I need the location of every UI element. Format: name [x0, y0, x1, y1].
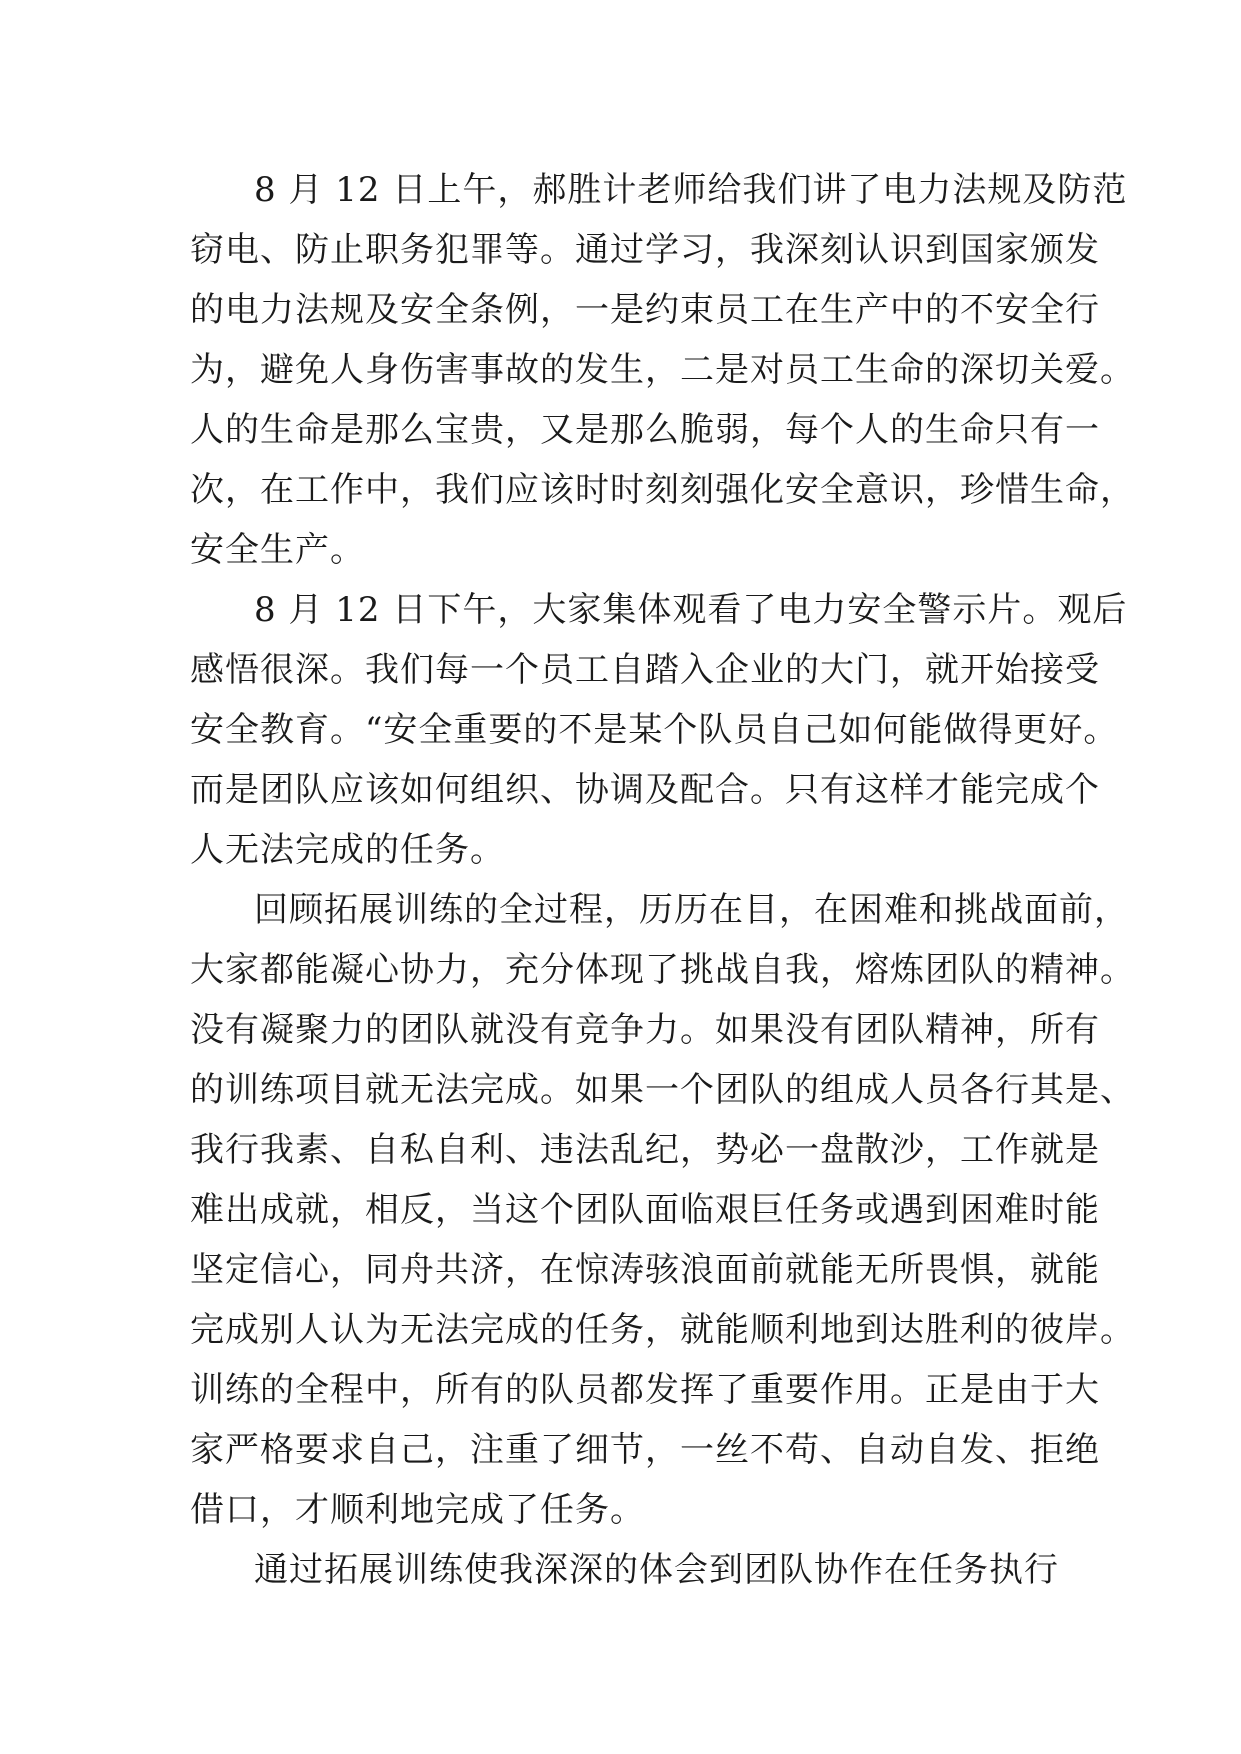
- text-line: 安全生产。: [190, 530, 365, 570]
- text-line: 借口，才顺利地完成了任务。: [190, 1490, 645, 1530]
- text-line: 8 月 12 日上午，郝胜计老师给我们讲了电力法规及防范: [254, 170, 1128, 210]
- text-line: 通过拓展训练使我深深的体会到团队协作在任务执行: [254, 1550, 1059, 1590]
- text-line: 家严格要求自己，注重了细节，一丝不苟、自动自发、拒绝: [190, 1430, 1100, 1470]
- text-line: 人无法完成的任务。: [190, 830, 505, 870]
- text-line: 窃电、防止职务犯罪等。通过学习，我深刻认识到国家颁发: [190, 230, 1100, 270]
- text-line: 我行我素、自私自利、违法乱纪，势必一盘散沙，工作就是: [190, 1130, 1100, 1170]
- text-line: 坚定信心，同舟共济，在惊涛骇浪面前就能无所畏惧，就能: [190, 1250, 1100, 1290]
- text-line: 训练的全程中，所有的队员都发挥了重要作用。正是由于大: [190, 1370, 1100, 1410]
- text-line: 安全教育。“安全重要的不是某个队员自己如何能做得更好。: [190, 710, 1119, 750]
- text-line: 的训练项目就无法完成。如果一个团队的组成人员各行其是、: [190, 1070, 1135, 1110]
- text-line: 难出成就，相反，当这个团队面临艰巨任务或遇到困难时能: [190, 1190, 1100, 1230]
- paragraph: [190, 1540, 1059, 1600]
- paragraph: [190, 880, 1135, 1540]
- paragraph: [190, 160, 1135, 580]
- paragraph: [190, 580, 1128, 880]
- text-line: 回顾拓展训练的全过程，历历在目，在困难和挑战面前，: [254, 890, 1129, 930]
- text-line: 大家都能凝心协力，充分体现了挑战自我，熔炼团队的精神。: [190, 950, 1135, 990]
- text-line: 感悟很深。我们每一个员工自踏入企业的大门，就开始接受: [190, 650, 1100, 690]
- text-line: 人的生命是那么宝贵，又是那么脆弱，每个人的生命只有一: [190, 410, 1100, 450]
- text-line: 为，避免人身伤害事故的发生，二是对员工生命的深切关爱。: [190, 350, 1135, 390]
- text-line: 完成别人认为无法完成的任务，就能顺利地到达胜利的彼岸。: [190, 1310, 1135, 1350]
- text-line: 而是团队应该如何组织、协调及配合。只有这样才能完成个: [190, 770, 1100, 810]
- text-line: 的电力法规及安全条例，一是约束员工在生产中的不安全行: [190, 290, 1100, 330]
- document-body: [190, 160, 1135, 1600]
- text-line: 没有凝聚力的团队就没有竞争力。如果没有团队精神，所有: [190, 1010, 1100, 1050]
- text-line: 次，在工作中，我们应该时时刻刻强化安全意识，珍惜生命，: [190, 470, 1135, 510]
- text-line: 8 月 12 日下午，大家集体观看了电力安全警示片。观后: [254, 590, 1128, 630]
